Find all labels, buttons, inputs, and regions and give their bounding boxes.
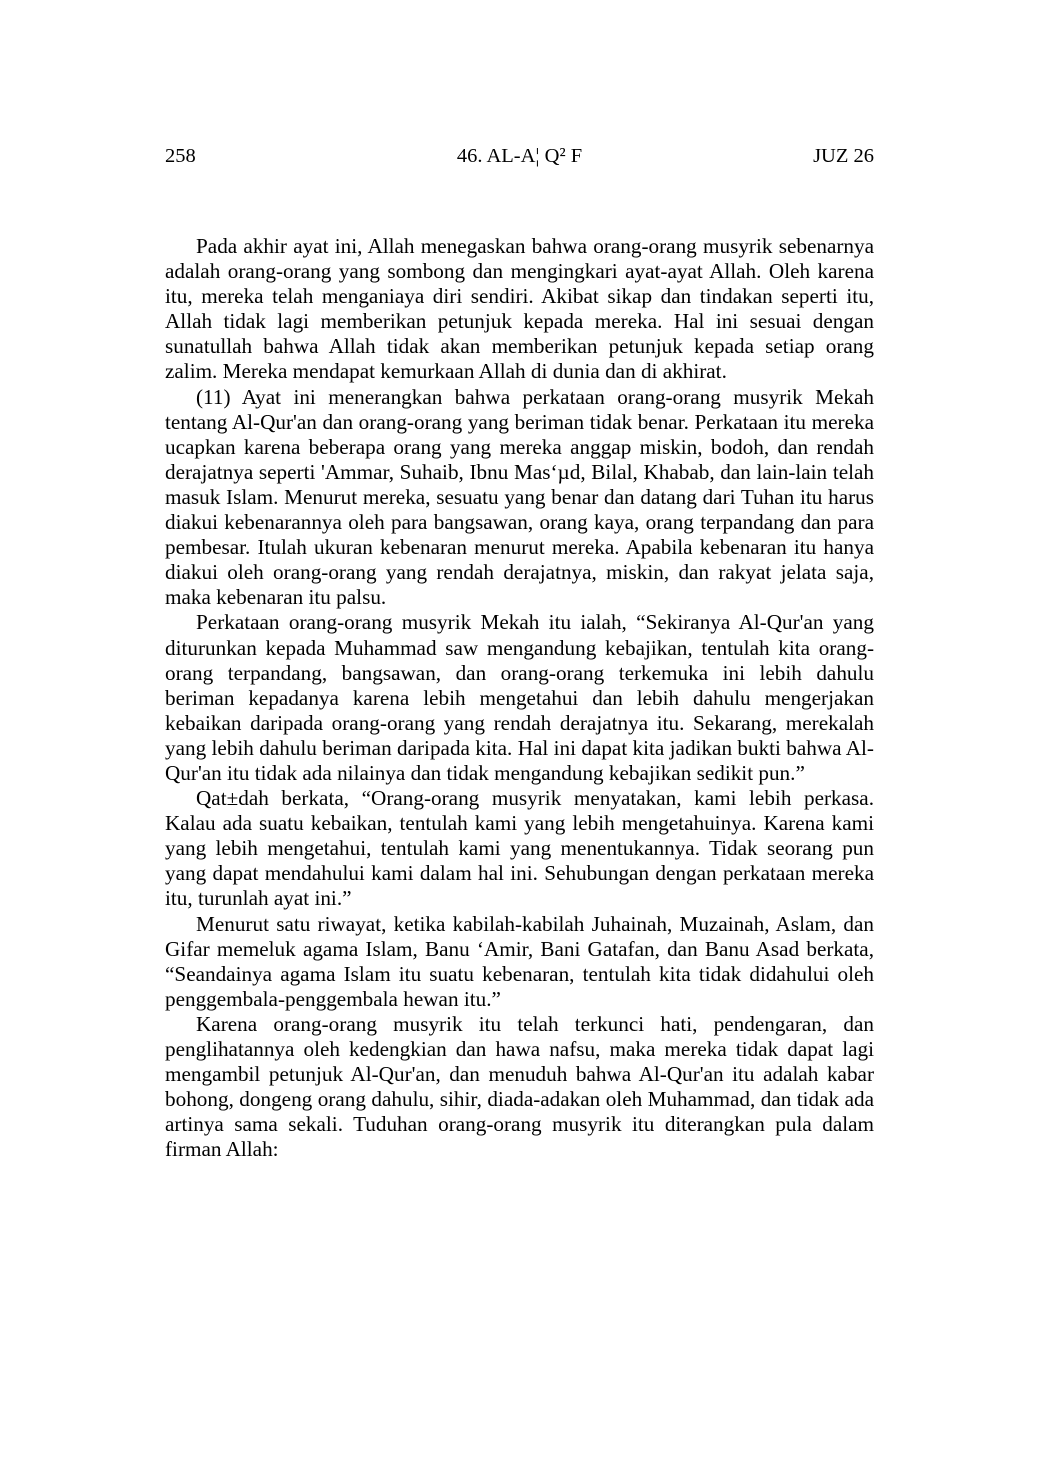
paragraph: Perkataan orang-orang musyrik Mekah itu ialah, “Sekiranya Al-Qur'an yang diturunkan kepada Muhammad saw mengandung kebajikan, tentulah kita orang-orang terpandang, bangsawan, dan orang-orang terkemuka ini lebih dahulu beriman kepadanya karena lebih mengetahui dan lebih dahulu mengerjakan kebaikan daripada orang-orang yang rendah derajatnya itu. Sekarang, merekalah yang lebih dahulu beriman daripada kita. Hal ini dapat kita jadikan bukti bahwa Al-Qur'an itu tidak ada nilainya dan tidak mengandung kebajikan sedikit pun.”	[165, 610, 874, 785]
juz-label: JUZ 26	[813, 145, 874, 167]
paragraph: Qat±dah berkata, “Orang-orang musyrik menyatakan, kami lebih perkasa. Kalau ada suatu kebaikan, tentulah kami yang lebih mengetahuinya. Karena kami yang lebih mengetahui, tentulah kami yang menentukannya. Tidak seorang pun yang dapat mendahului kami dalam hal ini. Sehubungan dengan perkataan mereka itu, turunlah ayat ini.”	[165, 786, 874, 911]
paragraph: Menurut satu riwayat, ketika kabilah-kabilah Juhainah, Muzainah, Aslam, dan Gifar memeluk agama Islam, Banu ‘Amir, Bani Gatafan, dan Banu Asad berkata, “Seandainya agama Islam itu suatu kebenaran, tentulah kita tidak didahului oleh penggembala-penggembala hewan itu.”	[165, 911, 874, 1011]
body-text	[165, 234, 874, 1162]
paragraph: Karena orang-orang musyrik itu telah terkunci hati, pendengaran, dan penglihatannya oleh kedengkian dan hawa nafsu, maka mereka tidak dapat lagi mengambil petunjuk Al-Qur'an, dan menuduh bahwa Al-Qur'an itu adalah kabar bohong, dongeng orang dahulu, sihir, diada-adakan oleh Muhammad, dan tidak ada artinya sama sekali. Tuduhan orang-orang musyrik itu diterangkan pula dalam firman Allah:	[165, 1011, 874, 1162]
page-number: 258	[165, 145, 196, 167]
running-title: 46. AL-A¦ Q² F	[456, 145, 583, 167]
paragraph: (11) Ayat ini menerangkan bahwa perkataan orang-orang musyrik Mekah tentang Al-Qur'an dan orang-orang yang beriman tidak benar. Perkataan itu mereka ucapkan karena beberapa orang yang mereka anggap miskin, bodoh, dan rendah derajatnya seperti 'Ammar, Suhaib, Ibnu Mas‘µd, Bilal, Khabab, dan lain-lain telah masuk Islam. Menurut mereka, sesuatu yang benar dan datang dari Tuhan itu harus diakui kebenarannya oleh para bangsawan, orang kaya, orang terpandang dan para pembesar. Itulah ukuran kebenaran menurut mereka. Apabila kebenaran itu hanya diakui oleh orang-orang yang rendah derajatnya, miskin, dan rakyat jelata saja, maka kebenaran itu palsu.	[165, 384, 874, 610]
paragraph: Pada akhir ayat ini, Allah menegaskan bahwa orang-orang musyrik sebenarnya adalah orang-orang yang sombong dan mengingkari ayat-ayat Allah. Oleh karena itu, mereka telah menganiaya diri sendiri. Akibat sikap dan tindakan seperti itu, Allah tidak lagi memberikan petunjuk kepada mereka. Hal ini sesuai dengan sunatullah bahwa Allah tidak akan memberikan petunjuk kepada setiap orang zalim. Mereka mendapat kemurkaan Allah di dunia dan di akhirat.	[165, 234, 874, 384]
page-header	[165, 145, 874, 175]
